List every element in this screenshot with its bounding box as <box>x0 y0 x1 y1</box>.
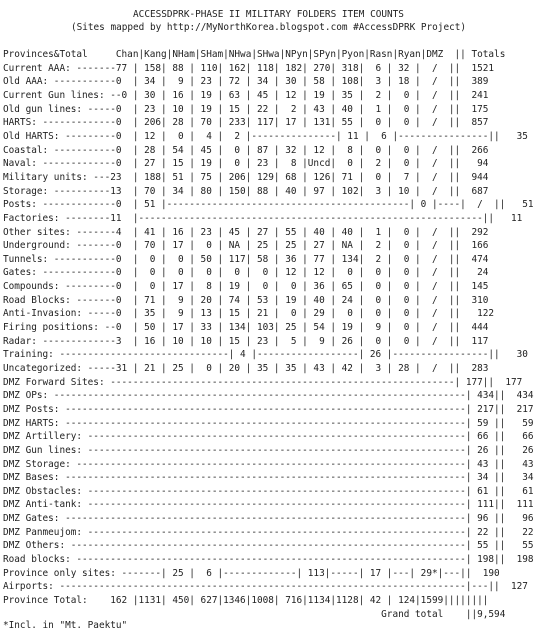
table-row: DMZ Gun lines: -------------------------------------------------------------------| 26 || 26 <box>3 444 534 456</box>
table-row: Anti-Invasion: -----0 | 35 | 9 | 13 | 15 | 21 | 0 | 29 | 0 | 0 | 0 | / || 122 <box>3 308 495 320</box>
table-row: DMZ Others: ----------------------------------------------------------------------| 55 || 55 <box>3 540 534 552</box>
table-row: Factories: --------11 |-------------------------------------------------------------|| 11 <box>3 212 523 224</box>
table-row: Airports: ------------------------------------------------------------------------|---|| 127 <box>3 581 528 593</box>
table-row: DMZ Panmeujom: -------------------------------------------------------------------| 22 || 22 <box>3 526 534 538</box>
table-row: Posts: -------------0 | 51 |-------------------------------------------| 0 |----| / || 51 <box>3 199 534 211</box>
table-row: Province only sites: -------| 25 | 6 |-------------| 113|-----| 17 |---| 29*|---|| 190 <box>3 567 500 579</box>
table-row: Firing positions: --0 | 50 | 17 | 33 | 134| 103| 25 | 54 | 19 | 9 | 0 | / || 444 <box>3 322 489 333</box>
table-row: Grand total ||9,594 <box>3 608 506 620</box>
table-row: Old HARTS: ---------0 | 12 | 0 | 4 | 2 |---------------| 11 | 6 |----------------|| 35 <box>3 130 528 142</box>
table-row: DMZ Gates: -----------------------------------------------------------------------| 96 || 96 <box>3 513 534 525</box>
table-row: Road Blocks: -------0 | 71 | 9 | 20 | 74 | 53 | 19 | 40 | 24 | 0 | 0 | / || 310 <box>3 294 489 306</box>
table-row: DMZ Posts: -----------------------------------------------------------------------| 217|| 217 <box>3 403 534 415</box>
table-header-row: Provinces&Total Chan|Kang|NHam|SHam|NHwa|SHwa|NPyn|SPyn|Pyon|Rasn|Ryan|DMZ || Totals <box>3 49 506 60</box>
table-row: Gates: -------------0 | 0 | 0 | 0 | 0 | 0 | 12 | 12 | 0 | 0 | 0 | / || 24 <box>3 267 489 279</box>
table-row: Other sites: -------4 | 41 | 16 | 23 | 45 | 27 | 55 | 40 | 40 | 1 | 0 | / || 292 <box>3 226 489 238</box>
table-row: Coastal: -----------0 | 28 | 54 | 45 | 0 | 87 | 32 | 12 | 8 | 0 | 0 | / || 266 <box>3 144 489 156</box>
table-row: DMZ Bases: -----------------------------------------------------------------------| 34 || 34 <box>3 472 534 484</box>
table-row: DMZ Artillery: -------------------------------------------------------------------| 66 || 66 <box>3 431 534 443</box>
table-row: DMZ Storage: ---------------------------------------------------------------------| 43 || 43 <box>3 458 534 470</box>
footnote: *Incl. in "Mt. Paektu" <box>3 620 128 631</box>
table-row: DMZ Forward Sites: -------------------------------------------------------------| 177|| 177 <box>3 376 523 388</box>
table-row: Old AAA: -----------0 | 34 | 9 | 23 | 72 | 34 | 30 | 58 | 108| 3 | 18 | / || 389 <box>3 76 489 88</box>
table-row: Compounds: ---------0 | 0 | 17 | 8 | 19 | 0 | 0 | 36 | 65 | 0 | 0 | / || 145 <box>3 281 489 293</box>
table-row: DMZ Anti-tank: -------------------------------------------------------------------| 111|| 111 <box>3 499 534 511</box>
table-row: Current AAA: -------77 | 158| 88 | 110| 162| 118| 182| 270| 318| 6 | 32 | / || 1521 <box>3 62 495 74</box>
table-row: Old gun lines: -----0 | 23 | 10 | 19 | 15 | 22 | 2 | 43 | 40 | 1 | 0 | / || 175 <box>3 103 489 115</box>
table-row: Underground: -------0 | 70 | 17 | 0 | NA | 25 | 25 | 27 | NA | 2 | 0 | / || 166 <box>3 240 489 252</box>
table-row: Current Gun lines: --0 | 30 | 16 | 19 | 63 | 45 | 12 | 19 | 35 | 2 | 0 | / || 241 <box>3 90 489 101</box>
document-subtitle: (Sites mapped by http://MyNorthKorea.blogspot.com #AccessDPRK Project) <box>70 22 467 33</box>
table-row: Naval: -------------0 | 27 | 15 | 19 | 0 | 23 | 8 |Uncd| 0 | 2 | 0 | / || 94 <box>3 158 489 170</box>
table-row: DMZ HARTS: -----------------------------------------------------------------------| 59 || 59 <box>3 417 534 429</box>
table-row: Radar: -------------3 | 16 | 10 | 10 | 15 | 23 | 5 | 9 | 26 | 0 | 0 | / || 117 <box>3 335 489 347</box>
table-row: Training: ------------------------------| 4 |------------------| 26 |-----------------|| 30 <box>3 349 528 361</box>
table-row: DMZ Obstacles: -------------------------------------------------------------------| 61 || 61 <box>3 485 534 497</box>
table-row: Military units: ---23 | 188| 51 | 75 | 206| 129| 68 | 126| 71 | 0 | 7 | / || 944 <box>3 171 489 183</box>
table-row: HARTS: -------------0 | 206| 28 | 70 | 233| 117| 17 | 131| 55 | 0 | 0 | / || 857 <box>3 117 489 129</box>
table-row: Storage: ----------13 | 70 | 34 | 80 | 150| 88 | 40 | 97 | 102| 3 | 10 | / || 687 <box>3 185 489 197</box>
table-row: Road blocks: ---------------------------------------------------------------------| 198|| 198 <box>3 554 534 565</box>
document-title: ACCESSDPRK-PHASE II MILITARY FOLDERS ITEM COUNTS <box>133 9 404 20</box>
table-row: DMZ OPs: -------------------------------------------------------------------------| 434|| 434 <box>3 390 534 402</box>
table-row: Tunnels: -----------0 | 0 | 0 | 50 | 117| 58 | 36 | 77 | 134| 2 | 0 | / || 474 <box>3 253 489 265</box>
table-row: Uncategorized: -----31 | 21 | 25 | 0 | 20 | 35 | 35 | 43 | 42 | 3 | 28 | / || 283 <box>3 362 489 374</box>
table-row: Province Total: 162 |1131| 450| 627|1346|1008| 716|1134|1128| 42 | 124|1599|||||||| <box>3 595 489 606</box>
